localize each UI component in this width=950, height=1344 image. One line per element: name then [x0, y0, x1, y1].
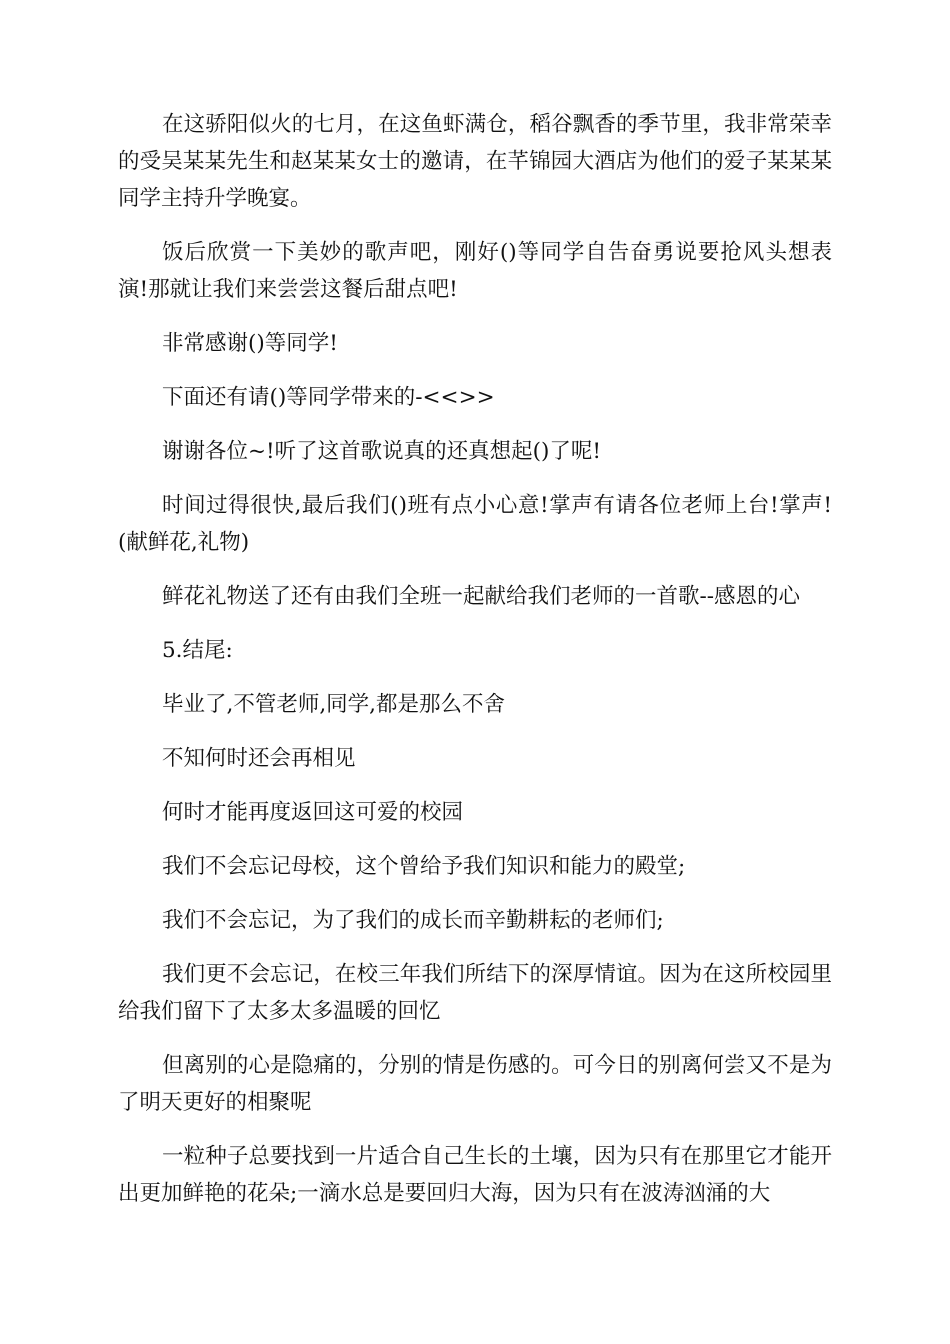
- paragraph-13: 我们不会忘记，为了我们的成长而辛勤耕耘的老师们;: [162, 908, 664, 933]
- paragraph-1: 在这骄阳似火的七月，在这鱼虾满仓，稻谷飘香的季节里，我非常荣幸的受吴某某先生和赵某某女士的邀请，在芊锦园大酒店为他们的爱子某某某同学主持升学晚宴。: [118, 112, 832, 211]
- paragraph-7: 鲜花礼物送了还有由我们全班一起献给我们老师的一首歌--感恩的心: [162, 584, 801, 609]
- paragraph-9: 毕业了,不管老师,同学,都是那么不舍: [162, 692, 506, 717]
- paragraph-12: 我们不会忘记母校，这个曾给予我们知识和能力的殿堂;: [162, 854, 686, 879]
- paragraph-3: 非常感谢()等同学!: [162, 331, 338, 356]
- paragraph-2: 饭后欣赏一下美妙的歌声吧，刚好()等同学自告奋勇说要抢风头想表演!那就让我们来尝尝这餐后甜点吧!: [118, 240, 832, 302]
- paragraph-11: 何时才能再度返回这可爱的校园: [162, 800, 464, 825]
- paragraph-4: 下面还有请()等同学带来的-<<>>: [162, 385, 495, 410]
- paragraph-6: 时间过得很快,最后我们()班有点小心意!掌声有请各位老师上台!掌声!(献鲜花,礼物): [118, 493, 832, 555]
- paragraph-16: 一粒种子总要找到一片适合自己生长的土壤，因为只有在那里它才能开出更加鲜艳的花朵;一滴水总是要回归大海，因为只有在波涛汹涌的大: [118, 1144, 832, 1206]
- section-heading-ending: 5.结尾:: [162, 638, 233, 663]
- paragraph-5: 谢谢各位~!听了这首歌说真的还真想起()了呢!: [162, 439, 602, 464]
- paragraph-15: 但离别的心是隐痛的，分别的情是伤感的。可今日的别离何尝又不是为了明天更好的相聚呢: [118, 1053, 832, 1115]
- paragraph-14: 我们更不会忘记，在校三年我们所结下的深厚情谊。因为在这所校园里给我们留下了太多太多温暖的回忆: [118, 962, 832, 1024]
- paragraph-10: 不知何时还会再相见: [162, 746, 356, 771]
